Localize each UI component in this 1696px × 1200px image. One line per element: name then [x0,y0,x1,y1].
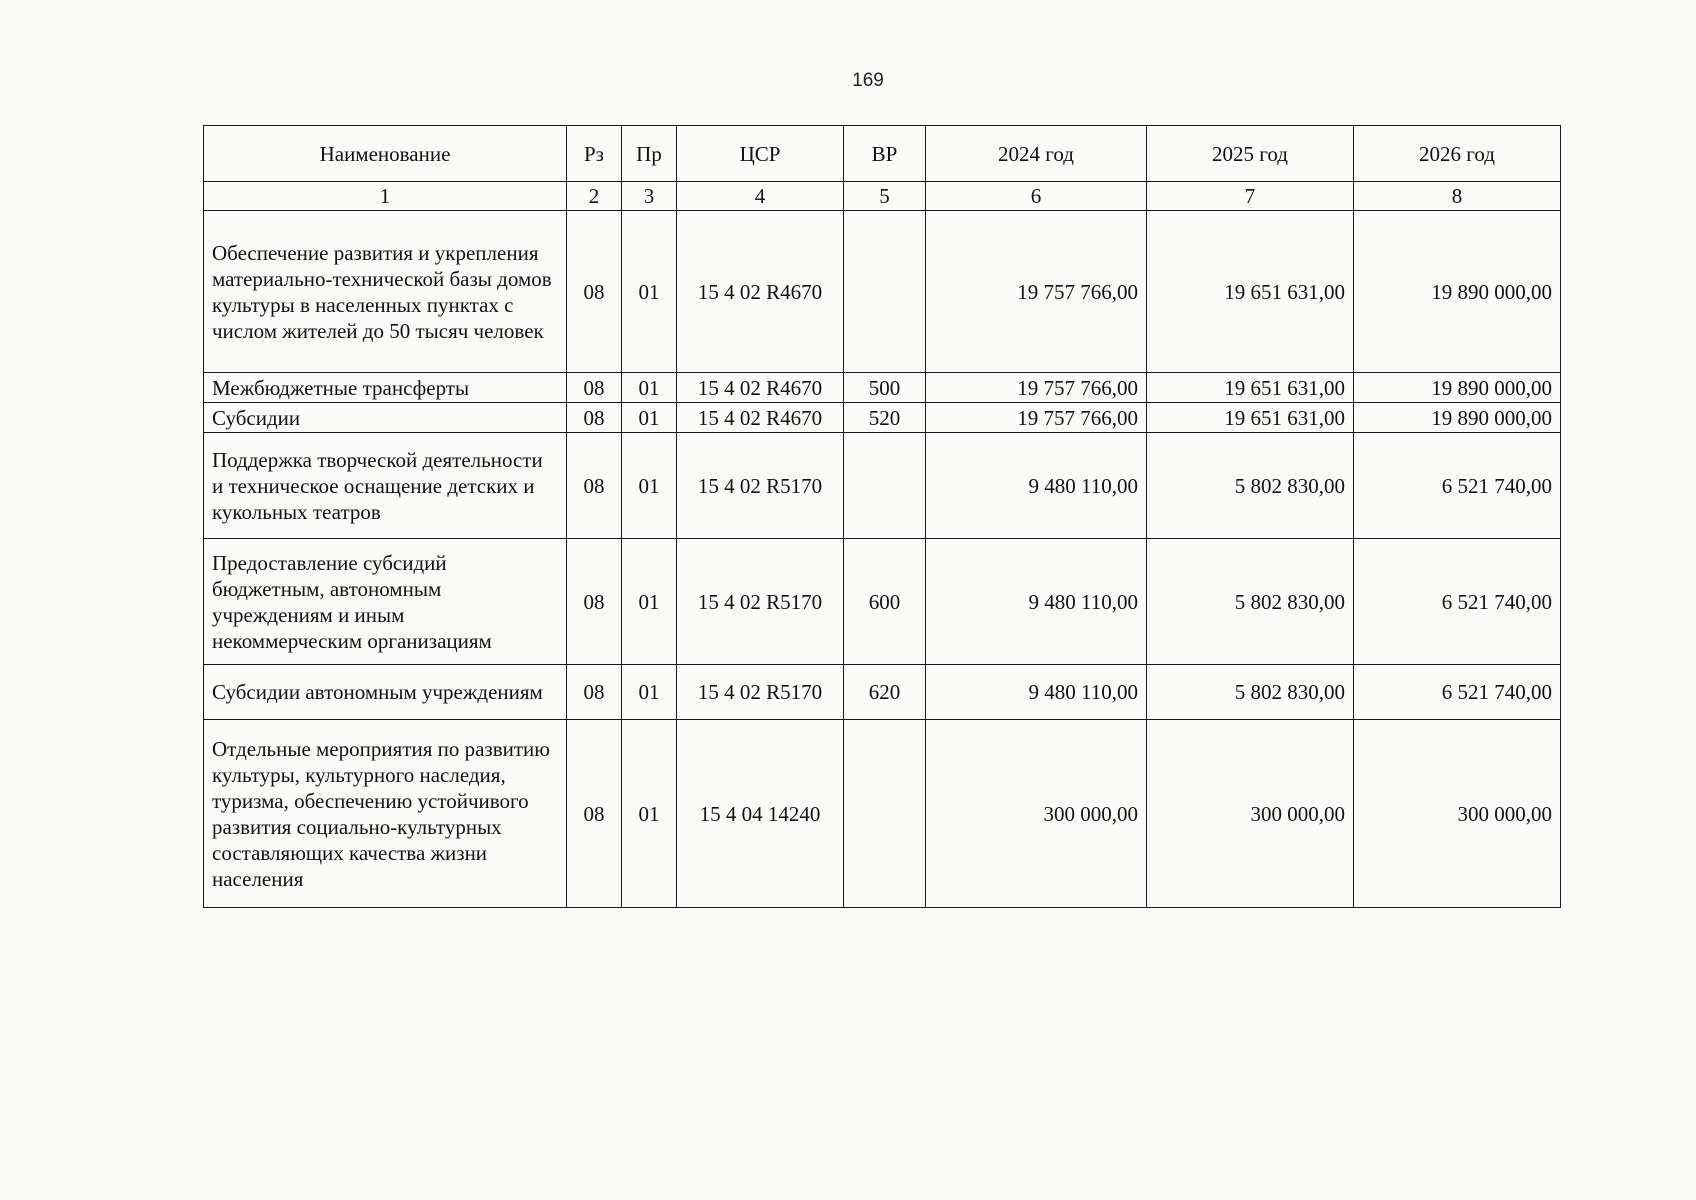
row-2026: 19 890 000,00 [1354,211,1561,373]
row-2025: 300 000,00 [1147,720,1354,908]
row-csr: 15 4 02 R4670 [677,403,844,433]
row-vr [844,433,926,539]
column-number-row [204,182,1561,211]
row-2025: 5 802 830,00 [1147,665,1354,720]
row-2025: 5 802 830,00 [1147,539,1354,665]
row-pr: 01 [622,665,677,720]
column-number: 8 [1354,182,1561,211]
column-number: 4 [677,182,844,211]
column-number: 6 [926,182,1147,211]
row-2025: 19 651 631,00 [1147,403,1354,433]
row-2024: 9 480 110,00 [926,665,1147,720]
row-2026: 19 890 000,00 [1354,373,1561,403]
row-rz: 08 [567,211,622,373]
row-name: Предоставление субсидий бюджетным, автономным учреждениям и иным некоммерческим организациям [204,539,567,665]
table-row [204,720,1561,908]
table-row [204,433,1561,539]
row-vr [844,211,926,373]
row-2026: 19 890 000,00 [1354,403,1561,433]
column-number: 1 [204,182,567,211]
row-csr: 15 4 02 R5170 [677,433,844,539]
row-csr: 15 4 02 R4670 [677,211,844,373]
row-2024: 19 757 766,00 [926,403,1147,433]
row-name: Субсидии [204,403,567,433]
header-2024: 2024 год [926,126,1147,182]
row-rz: 08 [567,539,622,665]
row-pr: 01 [622,373,677,403]
header-row [204,126,1561,182]
row-pr: 01 [622,720,677,908]
column-number: 2 [567,182,622,211]
row-pr: 01 [622,433,677,539]
header-vr: ВР [844,126,926,182]
header-rz: Рз [567,126,622,182]
column-number: 5 [844,182,926,211]
row-2025: 19 651 631,00 [1147,211,1354,373]
header-2025: 2025 год [1147,126,1354,182]
row-2025: 19 651 631,00 [1147,373,1354,403]
row-name: Межбюджетные трансферты [204,373,567,403]
table-row [204,665,1561,720]
row-name: Отдельные мероприятия по развитию культуры, культурного наследия, туризма, обеспечению устойчивого развития социально-культурных составляющих качества жизни населения [204,720,567,908]
row-2026: 300 000,00 [1354,720,1561,908]
row-rz: 08 [567,403,622,433]
row-pr: 01 [622,539,677,665]
row-2025: 5 802 830,00 [1147,433,1354,539]
row-csr: 15 4 04 14240 [677,720,844,908]
row-vr [844,720,926,908]
page-number: 169 [852,70,884,91]
row-pr: 01 [622,211,677,373]
row-vr: 620 [844,665,926,720]
row-2024: 9 480 110,00 [926,539,1147,665]
row-csr: 15 4 02 R4670 [677,373,844,403]
row-vr: 500 [844,373,926,403]
row-rz: 08 [567,720,622,908]
row-name: Субсидии автономным учреждениям [204,665,567,720]
header-name: Наименование [204,126,567,182]
row-2024: 19 757 766,00 [926,373,1147,403]
header-pr: Пр [622,126,677,182]
row-vr: 600 [844,539,926,665]
header-csr: ЦСР [677,126,844,182]
row-rz: 08 [567,665,622,720]
row-csr: 15 4 02 R5170 [677,665,844,720]
row-pr: 01 [622,403,677,433]
row-name: Поддержка творческой деятельности и техническое оснащение детских и кукольных театров [204,433,567,539]
row-name: Обеспечение развития и укрепления материально-технической базы домов культуры в населенных пунктах с числом жителей до 50 тысяч человек [204,211,567,373]
row-rz: 08 [567,433,622,539]
row-2024: 9 480 110,00 [926,433,1147,539]
table-row [204,539,1561,665]
table-row [204,373,1561,403]
row-2024: 300 000,00 [926,720,1147,908]
row-2026: 6 521 740,00 [1354,433,1561,539]
table-row [204,211,1561,373]
row-2026: 6 521 740,00 [1354,665,1561,720]
row-vr: 520 [844,403,926,433]
row-2024: 19 757 766,00 [926,211,1147,373]
column-number: 3 [622,182,677,211]
table-row [204,403,1561,433]
budget-table [203,125,1561,908]
row-2026: 6 521 740,00 [1354,539,1561,665]
row-rz: 08 [567,373,622,403]
column-number: 7 [1147,182,1354,211]
row-csr: 15 4 02 R5170 [677,539,844,665]
header-2026: 2026 год [1354,126,1561,182]
